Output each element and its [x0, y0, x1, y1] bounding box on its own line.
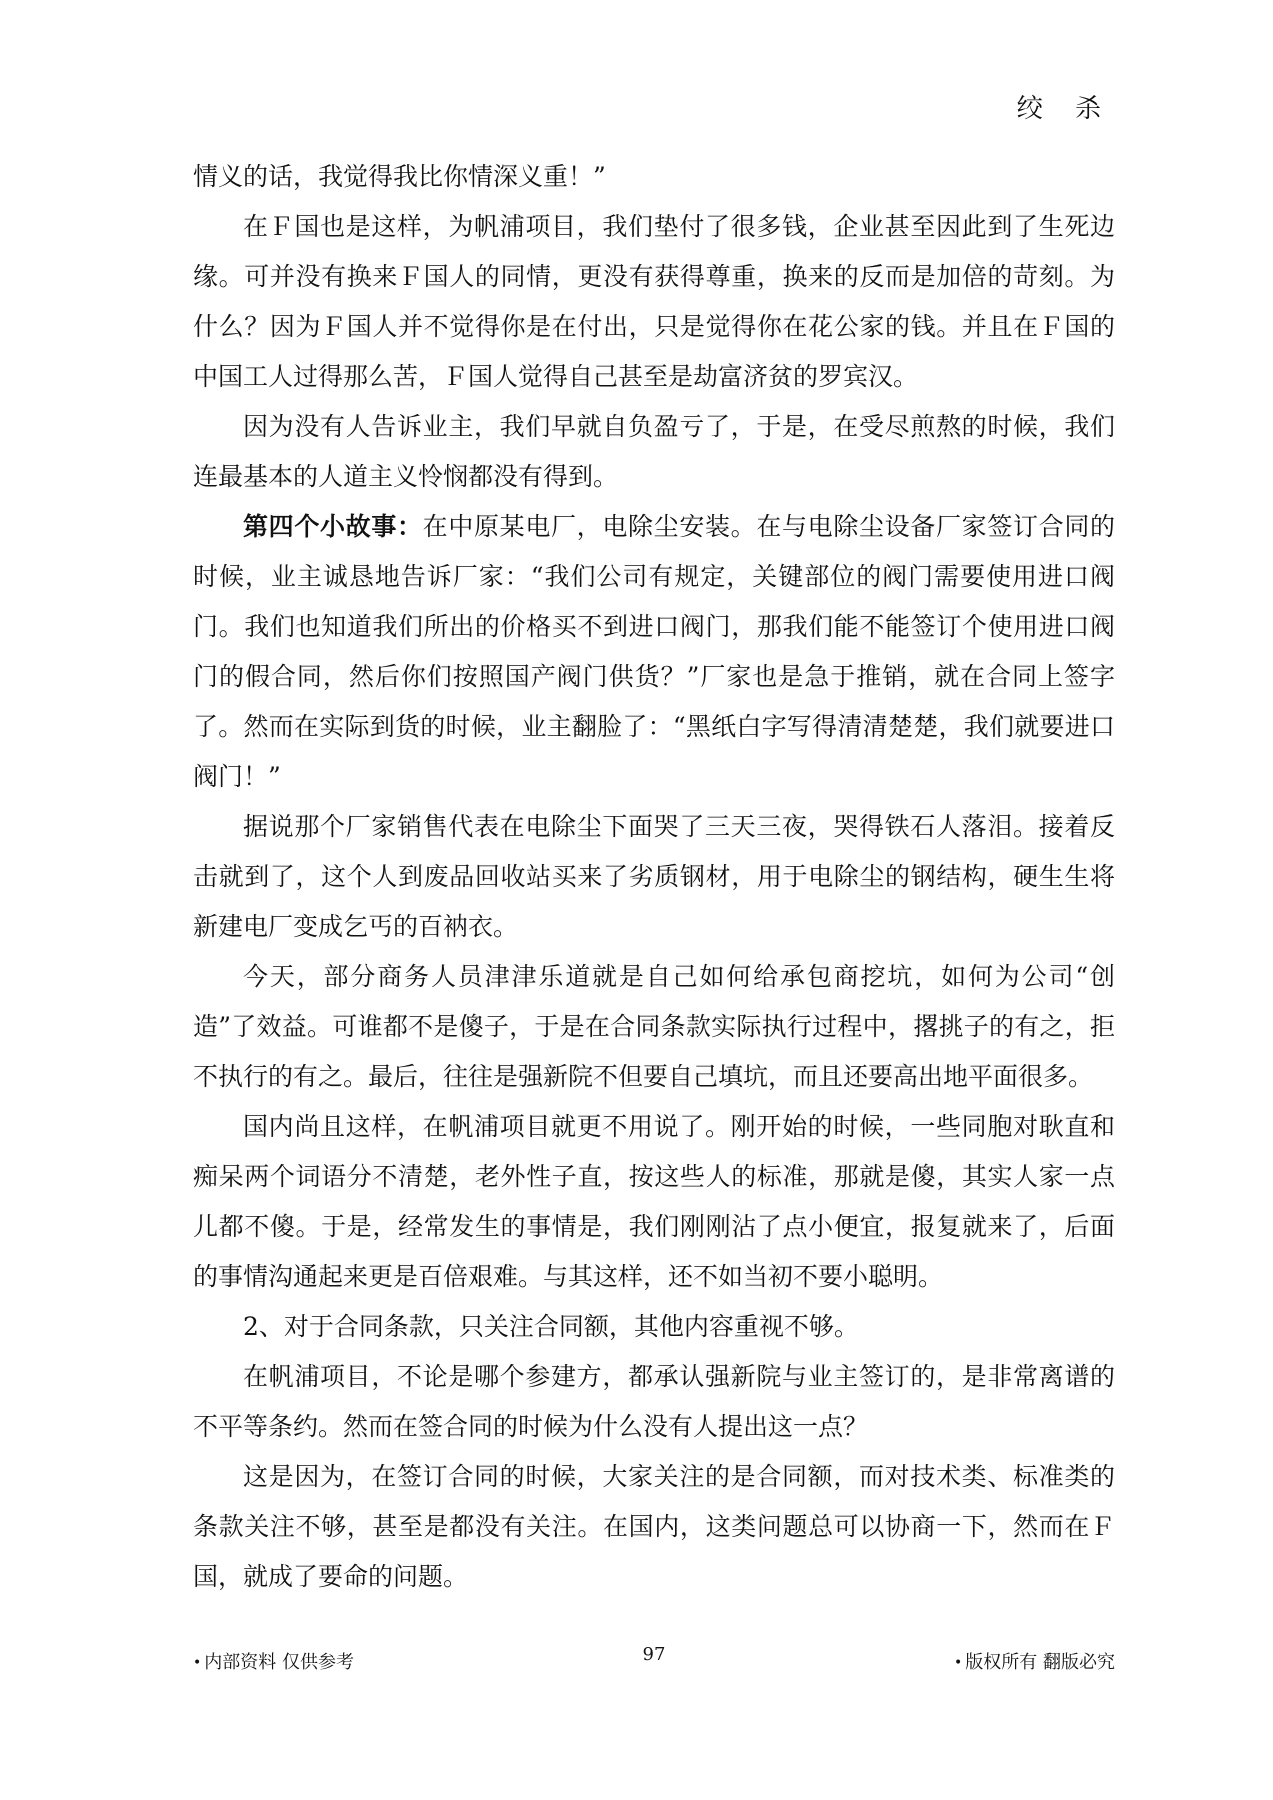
bullet-icon: • [954, 1655, 963, 1671]
paragraph: 今天，部分商务人员津津乐道就是自己如何给承包商挖坑，如何为公司“创造”了效益。可谁都不是傻子，于是在合同条款实际执行过程中，撂挑子的有之，拒不执行的有之。最后，往往是强新院不但要自己填坑，而且还要高出地平面很多。 [193, 962, 1115, 1091]
paragraph: 情义的话，我觉得我比你情深义重！” [193, 162, 606, 191]
paragraph: 国内尚且这样，在帆浦项目就更不用说了。刚开始的时候，一些同胞对耿直和痴呆两个词语分不清楚，老外性子直，按这些人的标准，那就是傻，其实人家一点儿都不傻。于是，经常发生的事情是，我们刚刚沾了点小便宜，报复就来了，后面的事情沟通起来更是百倍艰难。与其这样，还不如当初不要小聪明。 [193, 1112, 1115, 1291]
paragraph [193, 502, 1115, 802]
paragraph: 这是因为，在签订合同的时候，大家关注的是合同额，而对技术类、标准类的条款关注不够，甚至是都没有关注。在国内，这类问题总可以协商一下，然而在Ｆ国，就成了要命的问题。 [193, 1462, 1115, 1591]
body-text [193, 152, 1115, 1602]
paragraph: 因为没有人告诉业主，我们早就自负盈亏了，于是，在受尽煎熬的时候，我们连最基本的人道主义怜悯都没有得到。 [193, 412, 1115, 491]
footer-right [954, 1648, 1115, 1674]
paragraph: 在帆浦项目，不论是哪个参建方，都承认强新院与业主签订的，是非常离谱的不平等条约。然而在签合同的时候为什么没有人提出这一点？ [193, 1362, 1115, 1441]
paragraph-text: 在中原某电厂，电除尘安装。在与电除尘设备厂家签订合同的时候，业主诚恳地告诉厂家：“我们公司有规定，关键部位的阀门需要使用进口阀门。我们也知道我们所出的价格买不到进口阀门，那我们能不能签订个使用进口阀门的假合同，然后你们按照国产阀门供货？”厂家也是急于推销，就在合同上签字了。然而在实际到货的时候，业主翻脸了：“黑纸白字写得清清楚楚，我们就要进口阀门！” [193, 512, 1115, 791]
chapter-title: 绞 杀 [1016, 94, 1113, 124]
list-item-heading: 2、对于合同条款，只关注合同额，其他内容重视不够。 [243, 1312, 859, 1341]
footer-right-text: 版权所有 翻版必究 [965, 1652, 1115, 1673]
paragraph: 在Ｆ国也是这样，为帆浦项目，我们垫付了很多钱，企业甚至因此到了生死边缘。可并没有换来Ｆ国人的同情，更没有获得尊重，换来的反而是加倍的苛刻。为什么？因为Ｆ国人并不觉得你是在付出，只是觉得你在花公家的钱。并且在Ｆ国的中国工人过得那么苦，Ｆ国人觉得自己甚至是劫富济贫的罗宾汉。 [193, 212, 1115, 391]
page-footer [193, 1644, 1115, 1678]
footer-left-text: 内部资料 仅供参考 [204, 1652, 354, 1673]
page-number: 97 [642, 1644, 666, 1665]
bullet-icon: • [193, 1655, 202, 1671]
paragraph: 据说那个厂家销售代表在电除尘下面哭了三天三夜，哭得铁石人落泪。接着反击就到了，这个人到废品回收站买来了劣质钢材，用于电除尘的钢结构，硬生生将新建电厂变成乞丐的百衲衣。 [193, 812, 1115, 941]
story-heading: 第四个小故事： [243, 512, 423, 541]
